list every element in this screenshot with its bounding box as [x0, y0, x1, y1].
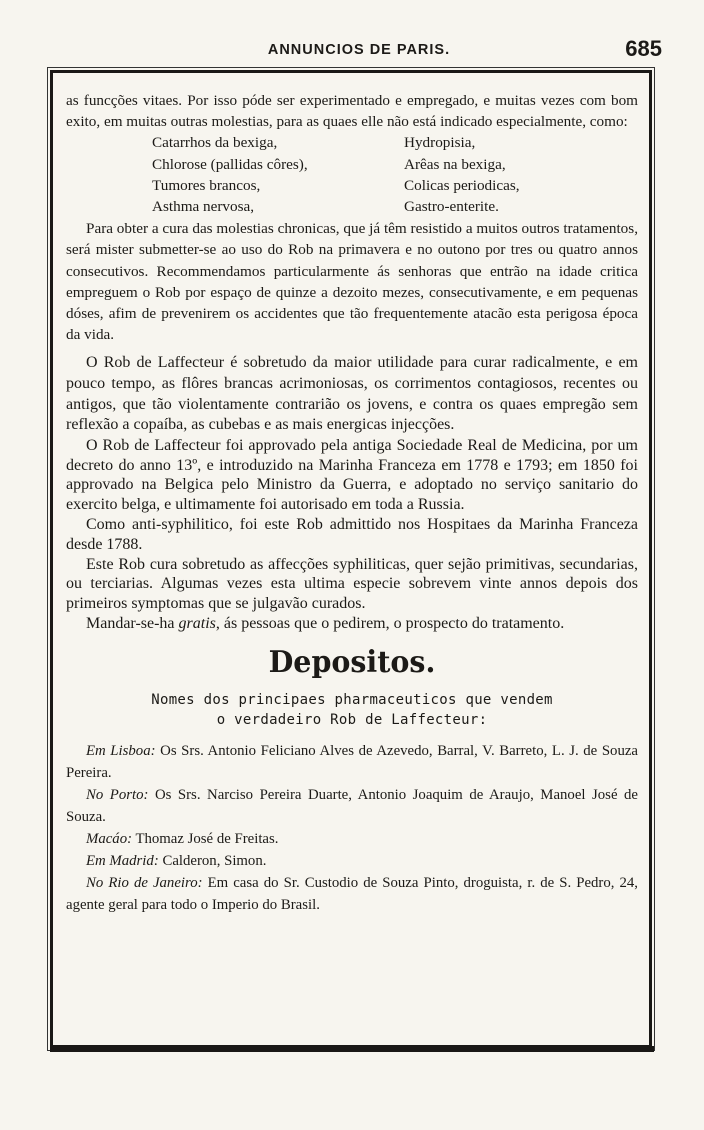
syphilis-paragraph: Este Rob cura sobretudo as affecções syphiliticas, quer sejão primitivas, secundarias, ou terciarias. Algumas vezes esta ultima especie sobrevem vinte annos depois dos primeiros symptomas que se julgavão curados.	[66, 555, 638, 613]
depositos-subtitle-line2: o verdadeiro Rob de Laffecteur:	[216, 711, 488, 728]
prospectus-text-before: Mandar-se-ha	[86, 614, 179, 632]
condition-item: Gastro-enterite.	[404, 198, 499, 216]
deposit-text: Em casa do Sr. Custodio de Souza Pinto, droguista, r. de S. Pedro, 24, agente geral para todo o Imperio do Brasil.	[66, 874, 639, 913]
frame-bottom-rule	[50, 1046, 654, 1052]
deposit-place: No Rio de Janeiro:	[86, 874, 203, 891]
running-title: ANNUNCIOS DE PARIS.	[267, 42, 451, 58]
utility-paragraph: O Rob de Laffecteur é sobretudo da maior utilidade para curar radicalmente, e em pouco tempo, as flôres brancas acrimoniosas, os corrimentos contagiosos, recentes ou antigos, que tão violentamente contrarião os jovens, e contra os quaes empregão sem reflexão a copaíba, as cubebas e as mais energicas injecções.	[66, 354, 638, 434]
deposit-text: Os Srs. Antonio Feliciano Alves de Azevedo, Barral, V. Barreto, L. J. de Souza Pereira.	[66, 742, 638, 781]
deposit-place: Em Lisboa:	[86, 742, 156, 759]
deposit-entry	[66, 740, 638, 784]
page-number: 685	[625, 36, 662, 61]
chronic-treatment-paragraph: Para obter a cura das molestias chronicas, que já têm resistido a muitos outros tratamentos, será mister submetter-se ao uso do Rob na primavera e no outono por tres ou quatro annos consecutivos. Recommendamos particularmente ás senhoras que entrão na idade critica empreguem o Rob por espaço de quinze a dezoito mezes, consecutivamente, e em pequenas dóses, afim de prevenirem os accidentes que tão frequentemente atacão esta perigosa época da vida.	[66, 220, 638, 344]
approval-paragraph: O Rob de Laffecteur foi approvado pela antiga Sociedade Real de Medicina, por um decreto do anno 13º, e introduzido na Marinha Franceza em 1778 e 1793; em 1850 foi approvado na Belgica pelo Ministro da Guerra, e adoptado no serviço sanitario do exercito belga, e ultimamente foi autorisado em toda a Russia.	[66, 436, 638, 514]
prospectus-paragraph	[66, 614, 638, 634]
deposit-place: No Porto:	[86, 786, 149, 803]
deposit-text: Os Srs. Narciso Pereira Duarte, Antonio Joaquim de Araujo, Manoel José de Souza.	[66, 786, 638, 825]
condition-item: Catarrhos da bexiga,	[152, 134, 278, 152]
advertisement-body	[66, 90, 638, 916]
hospital-paragraph: Como anti-syphilitico, foi este Rob admittido nos Hospitaes da Marinha Franceza desde 1788.	[66, 516, 638, 553]
prospectus-text-after: , ás pessoas que o pedirem, o prospecto do tratamento.	[215, 614, 565, 632]
depositos-subtitle-line1: Nomes dos principaes pharmaceuticos que vendem	[151, 691, 553, 708]
condition-item: Asthma nervosa,	[152, 198, 255, 216]
depositos-list	[66, 740, 638, 916]
condition-item: Colicas periodicas,	[404, 176, 520, 194]
deposit-entry	[66, 784, 638, 828]
deposit-text: Calderon, Simon.	[158, 852, 267, 869]
intro-paragraph: as funcções vitaes. Por isso póde ser experimentado e empregado, e muitas vezes com bom exito, em muitas outras molestias, para as quaes elle não está indicado especialmente, como:	[66, 92, 638, 131]
condition-item: Hydropisia,	[404, 134, 476, 152]
condition-item: Arêas na bexiga,	[404, 155, 506, 173]
conditions-list	[66, 132, 638, 217]
prospectus-gratis: gratis	[178, 614, 216, 632]
deposit-text: Thomaz José de Freitas.	[132, 830, 279, 847]
deposit-entry	[66, 850, 638, 872]
condition-item: Tumores brancos,	[152, 176, 261, 194]
deposit-entry	[66, 828, 638, 850]
condition-item: Chlorose (pallidas côres),	[152, 155, 308, 173]
page-header	[54, 36, 664, 62]
deposit-entry	[66, 872, 638, 916]
deposit-place: Em Madrid:	[86, 852, 159, 869]
depositos-title: Depositos.	[268, 644, 436, 680]
deposit-place: Macáo:	[86, 830, 133, 847]
